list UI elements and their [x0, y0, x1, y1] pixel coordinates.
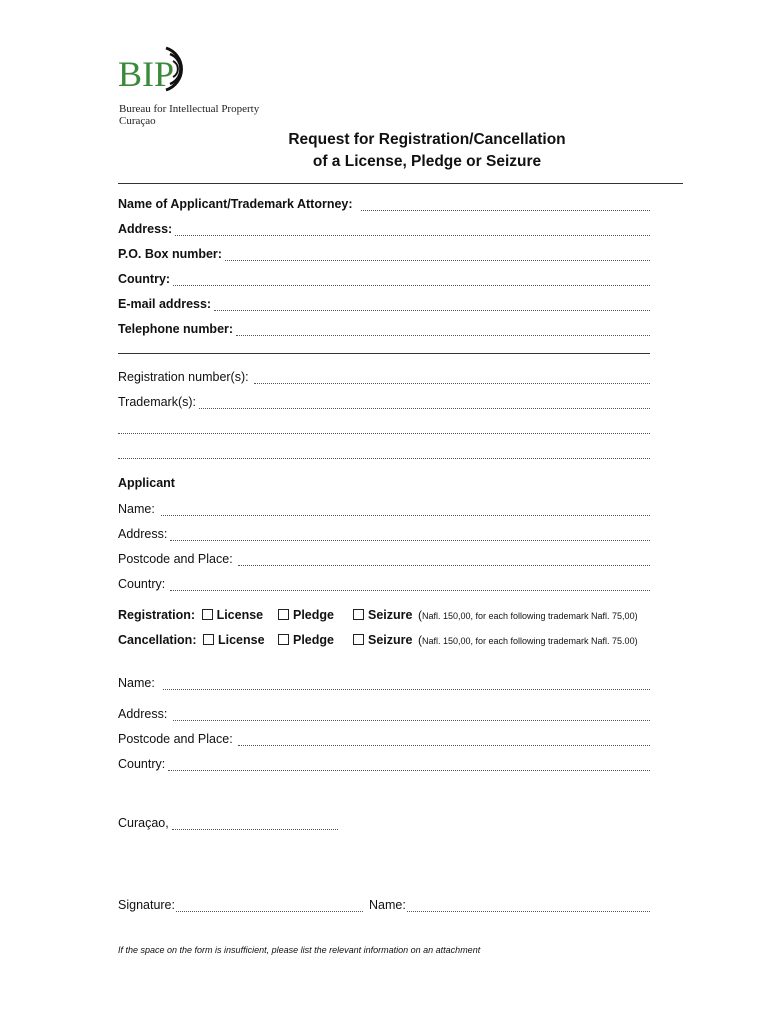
registration-numbers-field[interactable]: Registration number(s): — [118, 368, 650, 384]
party-country-field[interactable]: Country: — [118, 755, 650, 771]
registration-pledge-checkbox[interactable]: Pledge — [278, 608, 334, 622]
party-name-field[interactable]: Name: — [118, 674, 650, 690]
signature-field[interactable]: Signature: — [118, 896, 363, 912]
place-field[interactable]: Curaçao, — [118, 814, 338, 830]
logo-caption — [119, 103, 259, 127]
title-line1: Request for Registration/Cancellation — [288, 131, 566, 148]
trademarks-field-extra-1[interactable] — [118, 418, 650, 434]
logo-letters: BIP — [118, 54, 175, 94]
section-rule — [118, 353, 650, 354]
trademarks-field-extra-2[interactable] — [118, 443, 650, 459]
cancellation-license-checkbox[interactable]: License — [203, 633, 265, 647]
registration-options-row — [118, 608, 263, 622]
attorney-name-field[interactable]: Name of Applicant/Trademark Attorney: — [118, 195, 650, 211]
applicant-country-field[interactable]: Country: — [118, 575, 650, 591]
footer-note: If the space on the form is insufficient, please list the relevant information on an attachment — [118, 945, 481, 955]
attorney-country-field[interactable]: Country: — [118, 270, 650, 286]
logo-line2: Curaçao — [119, 115, 156, 127]
trademarks-field[interactable]: Trademark(s): — [118, 393, 650, 409]
registration-fee-note: Nafl. 150,00, for each following trademark Nafl. 75,00) — [421, 611, 638, 621]
logo-line1: Bureau for Intellectual Property — [119, 103, 260, 115]
cancellation-fee-note: Nafl. 150,00, for each following trademark Nafl. 75.00) — [421, 636, 638, 646]
applicant-heading: Applicant — [118, 476, 175, 490]
attorney-address-field[interactable]: Address: — [118, 220, 650, 236]
cancellation-seizure-checkbox[interactable]: Seizure (Nafl. 150,00, for each following trademark Nafl. 75.00) — [353, 633, 638, 647]
registration-label: Registration: — [118, 608, 196, 622]
attorney-email-field[interactable]: E-mail address: — [118, 295, 650, 311]
signature-name-field[interactable]: Name: — [369, 896, 650, 912]
applicant-postcode-field[interactable]: Postcode and Place: — [118, 550, 650, 566]
party-postcode-field[interactable]: Postcode and Place: — [118, 730, 650, 746]
bip-logo-mark — [116, 42, 186, 100]
cancellation-label: Cancellation: — [118, 633, 197, 647]
applicant-name-field[interactable]: Name: — [118, 500, 650, 516]
title-rule — [118, 183, 683, 184]
title-line2: of a License, Pledge or Seizure — [312, 153, 542, 170]
attorney-phone-field[interactable]: Telephone number: — [118, 320, 650, 336]
cancellation-pledge-checkbox[interactable]: Pledge — [278, 633, 334, 647]
applicant-address-field[interactable]: Address: — [118, 525, 650, 541]
attorney-pobox-field[interactable]: P.O. Box number: — [118, 245, 650, 261]
party-address-field[interactable]: Address: — [118, 705, 650, 721]
cancellation-options-row — [118, 633, 265, 647]
registration-seizure-checkbox[interactable]: Seizure (Nafl. 150,00, for each following trademark Nafl. 75,00) — [353, 608, 638, 622]
registration-license-checkbox[interactable]: License — [202, 608, 264, 622]
bip-logo — [116, 42, 276, 132]
